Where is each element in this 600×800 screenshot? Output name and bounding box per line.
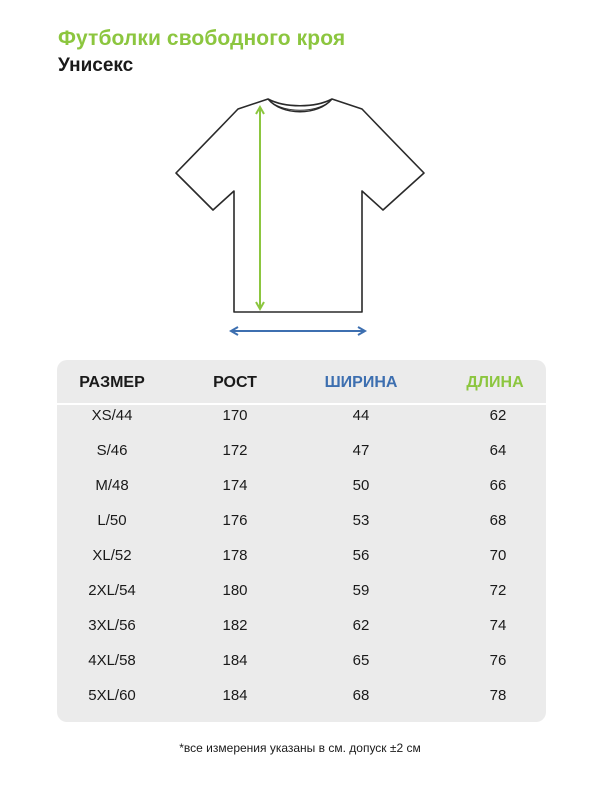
tshirt-diagram — [170, 92, 430, 342]
footnote: *все измерения указаны в см. допуск ±2 см — [179, 741, 421, 755]
cell-length: 68 — [489, 512, 507, 529]
cell-length: 66 — [489, 477, 507, 494]
cell-length: 78 — [489, 687, 507, 704]
cell-length: 70 — [489, 547, 507, 564]
cell-width: 47 — [352, 442, 370, 459]
cell-width: 62 — [352, 617, 370, 634]
cell-length: 72 — [489, 582, 507, 599]
header-height: РОСТ — [213, 374, 257, 391]
cell-width: 56 — [352, 547, 370, 564]
cell-size: XS/44 — [91, 407, 133, 424]
header-length: ДЛИНА — [466, 374, 524, 391]
header-divider — [57, 403, 546, 405]
cell-height: 176 — [222, 512, 248, 529]
tshirt-outline — [176, 99, 424, 312]
cell-height: 180 — [222, 582, 248, 599]
size-table — [57, 360, 546, 722]
cell-height: 184 — [222, 652, 248, 669]
cell-height: 172 — [222, 442, 248, 459]
cell-size: M/48 — [95, 477, 129, 494]
page-title: Футболки свободного кроя — [58, 27, 346, 50]
cell-size: 5XL/60 — [88, 687, 136, 704]
cell-length: 76 — [489, 652, 507, 669]
header-size: РАЗМЕР — [79, 374, 145, 391]
cell-size: 4XL/58 — [88, 652, 136, 669]
cell-width: 65 — [352, 652, 370, 669]
page-subtitle: Унисекс — [58, 55, 134, 76]
cell-height: 184 — [222, 687, 248, 704]
cell-width: 59 — [352, 582, 370, 599]
cell-width: 50 — [352, 477, 370, 494]
cell-width: 68 — [352, 687, 370, 704]
cell-size: 2XL/54 — [88, 582, 136, 599]
cell-length: 74 — [489, 617, 507, 634]
cell-size: 3XL/56 — [88, 617, 136, 634]
cell-height: 174 — [222, 477, 248, 494]
cell-length: 64 — [489, 442, 507, 459]
cell-size: S/46 — [96, 442, 128, 459]
cell-width: 53 — [352, 512, 370, 529]
header-width: ШИРИНА — [324, 374, 398, 391]
cell-size: L/50 — [97, 512, 127, 529]
cell-length: 62 — [489, 407, 507, 424]
cell-height: 170 — [222, 407, 248, 424]
cell-size: XL/52 — [92, 547, 132, 564]
cell-width: 44 — [352, 407, 370, 424]
cell-height: 182 — [222, 617, 248, 634]
cell-height: 178 — [222, 547, 248, 564]
